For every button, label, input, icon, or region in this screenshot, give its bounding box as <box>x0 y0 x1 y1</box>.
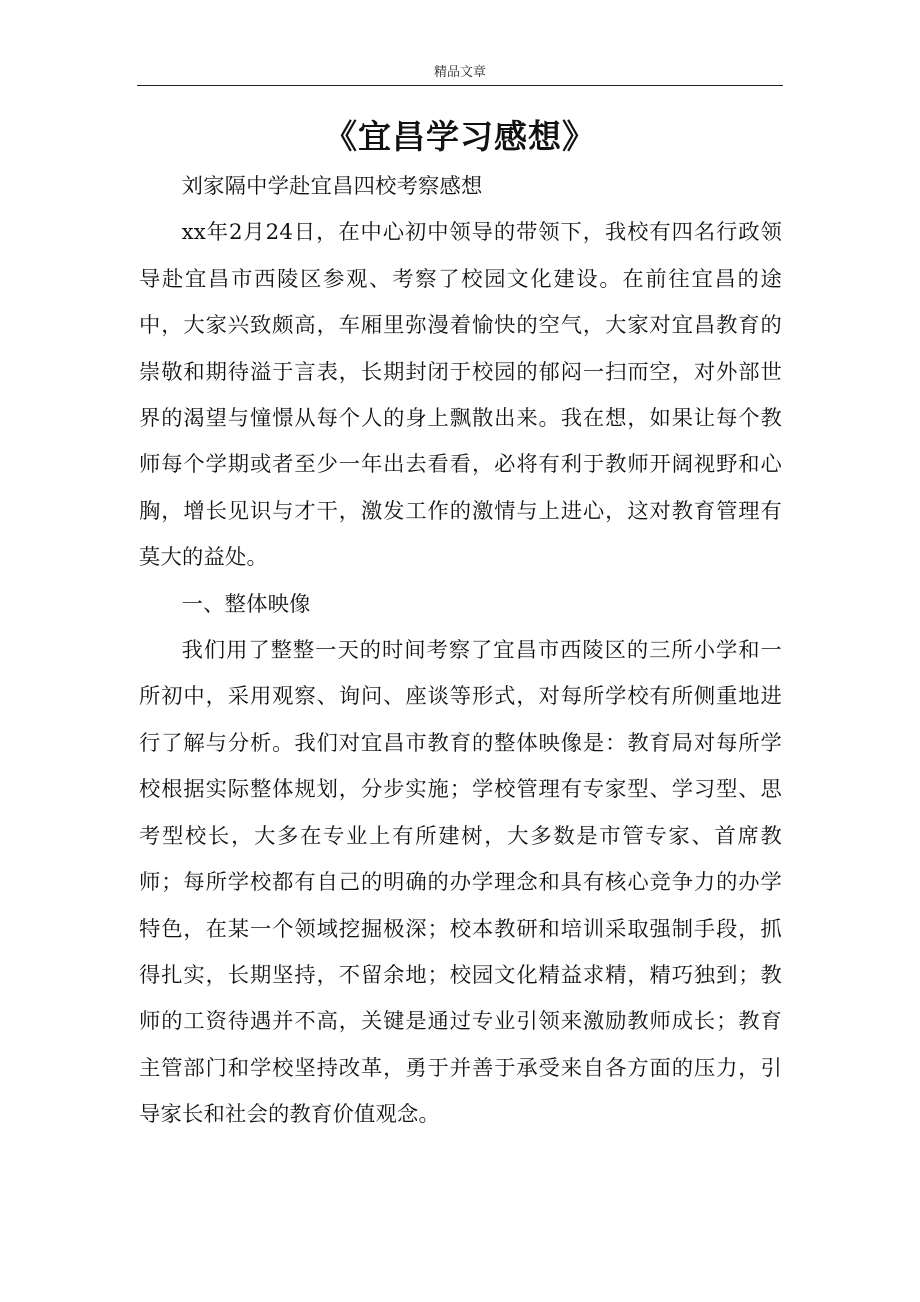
subtitle-paragraph: 刘家隔中学赴宜昌四校考察感想 <box>181 174 483 199</box>
intro-paragraph: xx年2月24日，在中心初中领导的带领下，我校有四名行政领导赴宜昌市西陵区参观、考察了校园文化建设。在前往宜昌的途中，大家兴致颇高，车厢里弥漫着愉快的空气，大家对宜昌教育的崇敬和期待溢于言表，长期封闭于校园的郁闷一扫而空，对外部世界的渴望与憧憬从每个人的身上飘散出来。我在想，如果让每个教师每个学期或者至少一年出去看看，必将有利于教师开阔视野和心胸，增长见识与才干，激发工作的激情与上进心，这对教育管理有莫大的益处。 <box>139 220 782 571</box>
document-title: 《宜昌学习感想》 <box>324 117 596 156</box>
overall-impression-paragraph: 我们用了整整一天的时间考察了宜昌市西陵区的三所小学和一所初中，采用观察、询问、座谈等形式，对每所学校有所侧重地进行了解与分析。我们对宜昌市教育的整体映像是：教育局对每所学校根据实际整体规划，分步实施；学校管理有专家型、学习型、思考型校长，大多在专业上有所建树，大多数是市管专家、首席教师；每所学校都有自己的明确的办学理念和具有核心竞争力的办学特色，在某一个领域挖掘极深；校本教研和培训采取强制手段，抓得扎实，长期坚持，不留余地；校园文化精益求精，精巧独到；教师的工资待遇并不高，关键是通过专业引领来激励教师成长；教育主管部门和学校坚持改革，勇于并善于承受来自各方面的压力，引导家长和社会的教育价值观念。 <box>139 638 782 1128</box>
page-header: 精品文章 <box>433 65 486 80</box>
header-divider <box>137 85 783 86</box>
section-heading: 一、整体映像 <box>181 591 311 617</box>
document-body <box>139 164 782 1139</box>
